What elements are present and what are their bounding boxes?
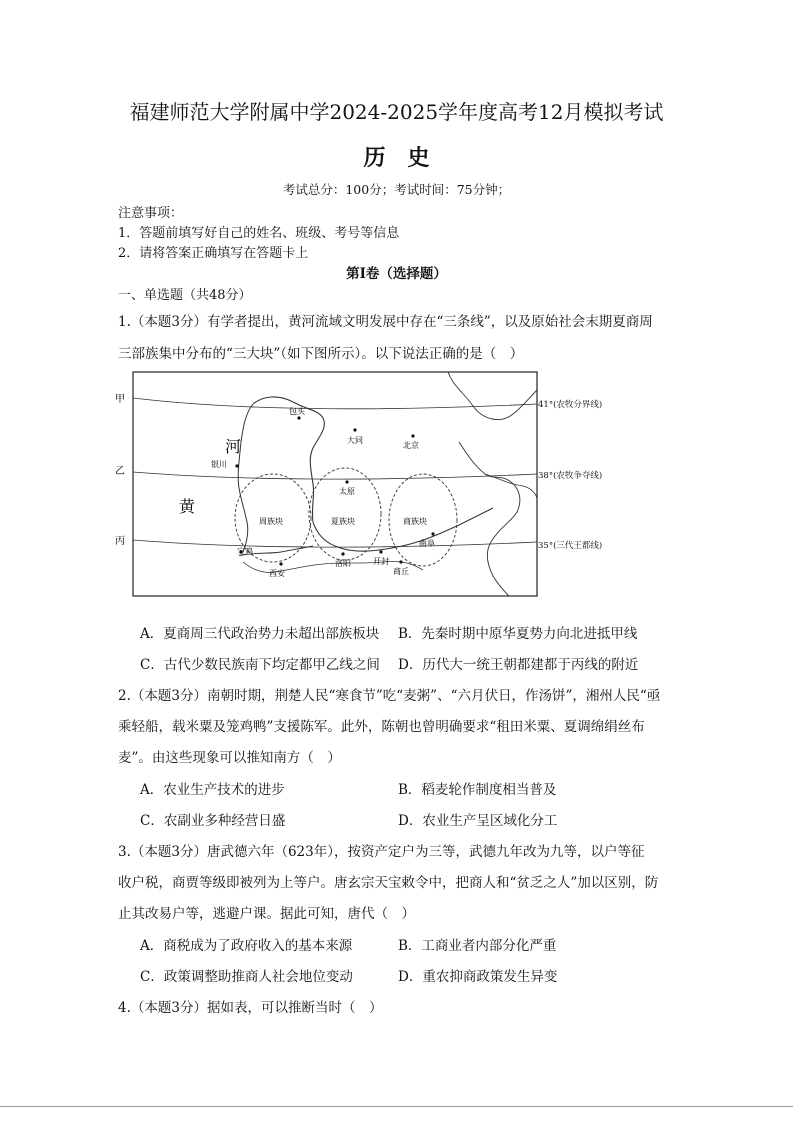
svg-text:大同: 大同 [347,436,363,445]
part-title: 第Ⅰ卷（选择题） [346,266,447,282]
notice-item: 2．请将答案正确填写在答题卡上 [118,246,309,261]
question-1-line: 1.（本题3分）有学者提出，黄河流域文明发展中存在“三条线”，以及原始社会末期夏商周 [118,314,653,330]
line-label-jia: 甲 [115,394,125,405]
question-1-option-c[interactable]: C．古代少数民族南下均定都甲乙线之间 [140,657,380,673]
question-2-line: 2.（本题3分）南朝时期，荆楚人民“寒食节”吃“麦粥”、“六月伏日，作汤饼”，湘州人民“亟 [118,688,661,704]
question-3-line: 3.（本题3分）唐武德六年（623年），按资产定户为三等，武德九年改为九等，以户等征 [118,844,645,860]
notice-item: 1．答题前填写好自己的姓名、班级、考号等信息 [118,226,400,241]
block-label-xia: 夏族块 [331,517,355,526]
svg-text:商丘: 商丘 [393,567,409,576]
line-label-yi: 乙 [115,466,125,477]
section-title: 一、单选题（共48分） [118,288,252,303]
svg-text:西安: 西安 [269,569,285,578]
question-3-option-b[interactable]: B．工商业者内部分化严重 [398,938,557,954]
question-1-option-d[interactable]: D．历代大一统王朝都建都于丙线的附近 [398,657,639,673]
question-1-line: 三部族集中分布的“三大块”（如下图所示）。以下说法正确的是（ ） [118,346,524,362]
question-1-option-a[interactable]: A．夏商周三代政治势力未超出部族板块 [140,626,380,642]
river-char-huang: 黄 [179,497,196,516]
svg-text:洛阳: 洛阳 [335,559,351,568]
latitude-label-41: 41°(农牧分界线) [538,400,603,410]
exam-info: 考试总分：100分；考试时间：75分钟； [282,182,511,197]
line-label-bing: 丙 [115,536,125,547]
subject-title: 历史 [363,145,452,171]
latitude-label-38: 38°(农牧争夺线) [538,471,603,481]
map-figure [113,366,539,598]
block-label-zhou: 周族块 [259,517,283,526]
exam-school-title: 福建师范大学附属中学2024-2025学年度高考12月模拟考试 [129,100,664,124]
question-3-line: 止其改易户等，逃避户课。据此可知，唐代（ ） [118,906,415,922]
question-4-line: 4.（本题3分）据如表，可以推断当时（ ） [118,1000,383,1016]
svg-text:银川: 银川 [211,460,227,469]
question-2-option-b[interactable]: B．稻麦轮作制度相当普及 [398,782,557,798]
city-baoji [237,546,253,556]
page-bottom-rule [0,1106,793,1107]
question-2-line: 乘轻船，载米粟及笼鸡鸭”支援陈军。此外，陈朝也曾明确要求“租田米粟、夏调绵绢丝布 [118,719,645,735]
question-3-option-d[interactable]: D．重农抑商政策发生异变 [398,969,558,985]
question-2-option-a[interactable]: A．农业生产技术的进步 [140,782,285,798]
question-2-option-d[interactable]: D．农业生产呈区域化分工 [398,813,558,829]
notice-title: 注意事项： [118,206,184,221]
svg-text:开封: 开封 [373,557,389,566]
question-3-line: 收户税，商贾等级即被列为上等户。唐玄宗天宝敕令中，把商人和“贫乏之人”加以区别，防 [118,875,659,891]
question-3-option-a[interactable]: A．商税成为了政府收入的基本来源 [140,938,353,954]
block-label-shang: 商族块 [403,517,427,526]
question-1-option-b[interactable]: B．先秦时期中原华夏势力向北进抵甲线 [398,626,638,642]
question-2-option-c[interactable]: C．农副业多种经营日盛 [140,813,286,829]
svg-text:包头: 包头 [289,407,305,416]
svg-text:太原: 太原 [339,487,355,496]
svg-text:曲阜: 曲阜 [419,539,435,548]
river-char-he: 河 [225,437,242,456]
question-3-option-c[interactable]: C．政策调整助推商人社会地位变动 [140,969,353,985]
latitude-label-35: 35°(三代王都线) [538,541,603,551]
question-2-line: 麦”。由这些现象可以推知南方（ ） [118,750,341,766]
svg-text:宝鸡: 宝鸡 [237,547,253,556]
svg-text:北京: 北京 [403,441,419,450]
